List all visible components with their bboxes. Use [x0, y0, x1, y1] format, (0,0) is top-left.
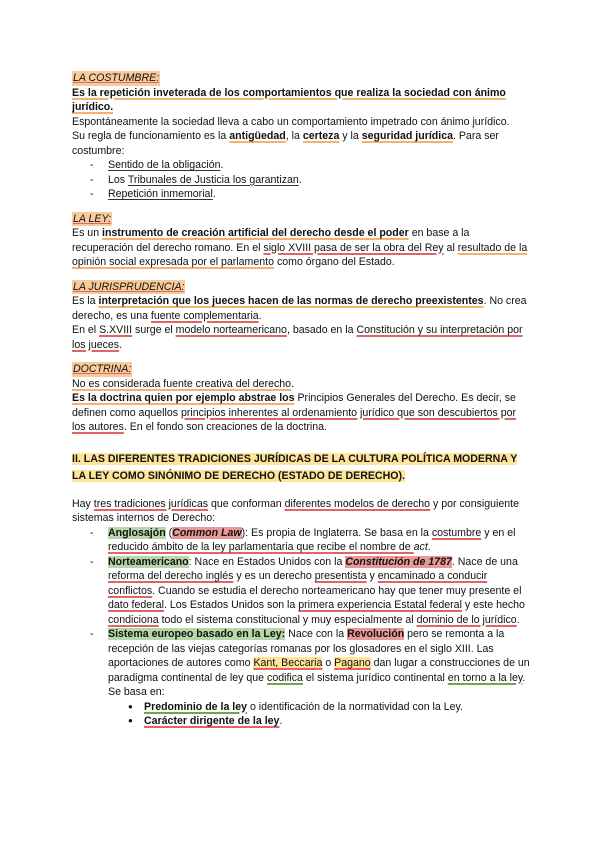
list-item: - Anglosajón (Common Law): Es propia de Inglaterra. Se basa en la costumbre y en el reducido ámbito de la ley parlamentaria que recibe el nombre de act. — [72, 526, 532, 555]
section-ley — [72, 212, 532, 270]
list-item: - Repetición inmemorial. — [72, 187, 532, 202]
costumbre-definition: Es la repetición inveterada de los comportamientos que realiza la sociedad con ánimo jurídico. — [72, 86, 506, 113]
section-title: II. LAS DIFERENTES TRADICIONES JURÍDICAS DE LA CULTURA POLÍTICA MODERNA Y LA LEY COMO SINÓNIMO DE DERECHO (ESTADO DE DERECHO). — [72, 452, 518, 482]
list-item: ● Carácter dirigente de la ley. — [72, 714, 532, 729]
list-item: - Sistema europeo basado en la Ley: Nace con la Revolución pero se remonta a la recepción de las viejas categorías romanas por los glosadores en el siglo XIII. Las aportaciones de autores como Kant, Beccaria o Pagano dan lugar a construcciones de un paradigma continental de ley que codifica el sistema jurídico continental en torno a la ley. Se basa en: — [72, 627, 532, 700]
doctrina-paragraph: No es considerada fuente creativa del derecho. — [72, 377, 295, 390]
doctrina-paragraph: Es la doctrina quien por ejemplo abstrae los Principios Generales del Derecho. Es decir, se definen como aquellos principios inherentes al ordenamiento jurídico que son descubiertos por los autores. En el fondo son creaciones de la doctrina. — [72, 392, 517, 433]
section-costumbre — [72, 71, 532, 202]
heading-jurisprudencia: LA JURISPRUDENCIA: — [73, 280, 185, 293]
list-item: - Sentido de la obligación. — [72, 158, 532, 173]
list-item: - Norteamericano: Nace en Estados Unidos con la Constitución de 1787. Nace de una reforma del derecho inglés y es un derecho presentista y encaminado a conducir conflictos. Cuando se estudia el derecho norteamericano hay que tener muy presente el dato federal. Los Estados Unidos son la primera experiencia Estatal federal y este hecho condiciona todo el sistema constitucional y muy especialmente al dominio de lo jurídico. — [72, 555, 532, 628]
section-doctrina — [72, 362, 532, 435]
ley-paragraph: Es un instrumento de creación artificial del derecho desde el poder en base a la recuperación del derecho romano. En el siglo XVIII pasa de ser la obra del Rey al resultado de la opinión social expresada por el parlamento como órgano del Estado. — [72, 227, 528, 268]
heading-doctrina: DOCTRINA: — [73, 363, 132, 375]
heading-costumbre: LA COSTUMBRE: — [73, 72, 160, 84]
list-item: ● Predominio de la ley o identificación de la normatividad con la Ley. — [72, 700, 532, 715]
tradiciones-intro: Hay tres tradiciones jurídicas que conforman diferentes modelos de derecho y por consiguiente sistemas internos de Derecho: — [72, 497, 519, 524]
costumbre-paragraph: Espontáneamente la sociedad lleva a cabo un comportamiento impetrado con ánimo jurídico. — [72, 115, 510, 128]
section-tradiciones — [72, 451, 532, 729]
document-body — [72, 71, 532, 729]
section-jurisprudencia — [72, 280, 532, 353]
jurisprudencia-paragraph: En el S.XVIII surge el modelo norteamericano, basado en la Constitución y su interpretación por los jueces. — [72, 324, 523, 351]
list-item: - Los Tribunales de Justicia los garantizan. — [72, 173, 532, 188]
costumbre-rule: Su regla de funcionamiento es la antigüedad, la certeza y la seguridad jurídica. Para ser costumbre: — [72, 130, 499, 157]
heading-ley: LA LEY: — [73, 212, 112, 225]
jurisprudencia-paragraph: Es la interpretación que los jueces hacen de las normas de derecho preexistentes. No crea derecho, es una fuente complementaria. — [72, 295, 527, 322]
